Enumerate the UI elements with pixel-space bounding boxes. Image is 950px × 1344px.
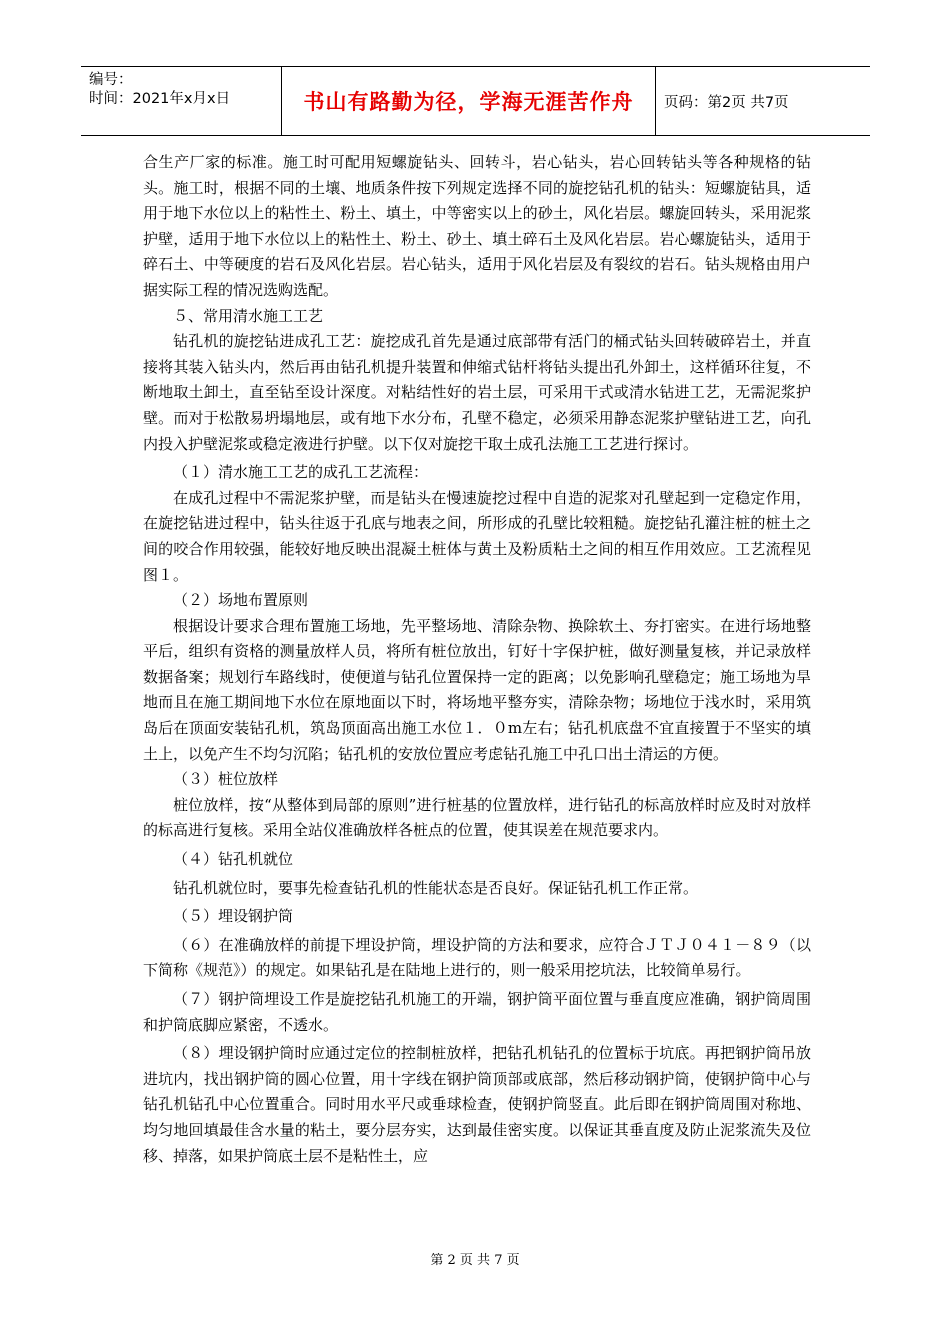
subsection-heading: （１）清水施工工艺的成孔工艺流程：: [173, 463, 429, 482]
paragraph: 在成孔过程中不需泥浆护壁，而是钻头在慢速旋挖过程中自造的泥浆对孔壁起到一定稳定作用，在旋挖钻进过程中，钻头往返于孔底与地表之间，所形成的孔壁比较粗糙。旋挖钻孔灌注桩的桩土之间的咬合作用较强，能较好地反映出混凝土桩体与黄土及粉质粘土之间的相互作用效应。工艺流程见图１。: [143, 488, 811, 584]
subsection-heading: （４）钻孔机就位: [173, 850, 294, 869]
header-motto: 书山有路勤为径，学海无涯苦作舟: [282, 67, 656, 135]
paragraph: （６）在准确放样的前提下埋设护筒，埋设护筒的方法和要求，应符合ＪＴＪ０４１－８９（以下简称《规范》）的规定。如果钻孔是在陆地上进行的，则一般采用挖坑法，比较简单易行。: [143, 935, 811, 980]
paragraph: （７）钢护筒埋设工作是旋挖钻孔机施工的开端，钢护筒平面位置与垂直度应准确，钢护筒周围和护筒底脚应紧密，不透水。: [143, 990, 811, 1034]
serial-label: 编号：: [89, 72, 133, 88]
subsection-heading: （３）桩位放样: [173, 770, 279, 789]
paragraph: 钻孔机的旋挖钻进成孔工艺：旋挖成孔首先是通过底部带有活门的桶式钻头回转破碎岩土，并直接将其装入钻头内，然后再由钻孔机提升装置和伸缩式钻杆将钻头提出孔外卸土，这样循环往复，不断地取土卸土，直至钻至设计深度。对粘结性好的岩土层，可采用干式或清水钻进工艺，无需泥浆护壁。而对于松散易坍塌地层，或有地下水分布，孔壁不稳定，必须采用静态泥浆护壁钻进工艺，向孔内投入护壁泥浆或稳定液进行护壁。以下仅对旋挖干取土成孔法施工工艺进行探讨。: [143, 332, 811, 453]
subsection-heading: （２）场地布置原则: [173, 591, 309, 610]
time-label: 时间：2021年x月x日: [89, 91, 231, 107]
page-header: [81, 66, 870, 136]
paragraph: 桩位放样，按“从整体到局部的原则”进行桩基的位置放样，进行钻孔的标高放样时应及时对放样的标高进行复核。采用全站仪准确放样各桩点的位置，使其误差在规范要求内。: [143, 795, 811, 840]
section-heading: ５、常用清水施工工艺: [173, 306, 324, 325]
paragraph: （８）埋设钢护筒时应通过定位的控制桩放样，把钻孔机钻孔的位置标于坑底。再把钢护筒吊放进坑内，找出钢护筒的圆心位置，用十字线在钢护筒顶部或底部，然后移动钢护筒，使钢护筒中心与钻孔机钻孔中心位置重合。同时用水平尺或垂球检查，使钢护筒竖直。此后即在钢护筒周围对称地、均匀地回填最佳含水量的粘土，要分层夯实，达到最佳密实度。以保证其垂直度及防止泥浆流失及位移、掉落，如果护筒底土层不是粘性土，应: [143, 1044, 811, 1165]
document-body: [143, 150, 811, 1169]
page-footer: 第 2 页 共 7 页: [430, 1253, 520, 1268]
header-meta: [81, 67, 282, 135]
subsection-heading: （５）埋设钢护筒: [173, 907, 294, 926]
paragraph: 合生产厂家的标准。施工时可配用短螺旋钻头、回转斗，岩心钻头，岩心回转钻头等各种规格的钻头。施工时，根据不同的土壤、地质条件按下列规定选择不同的旋挖钻孔机的钻头：短螺旋钻具，适用于地下水位以上的粘性土、粉土、填土，中等密实以上的砂土，风化岩层。螺旋回转头，采用泥浆护壁，适用于地下水位以上的粘性土、粉土、砂土、填土碎石土及风化岩层。岩心螺旋钻头，适用于碎石土、中等硬度的岩石及风化岩层。岩心钻头，适用于风化岩层及有裂纹的岩石。钻头规格由用户据实际工程的情况选购选配。: [143, 153, 811, 299]
paragraph: 钻孔机就位时，要事先检查钻孔机的性能状态是否良好。保证钻孔机工作正常。: [173, 878, 699, 897]
paragraph: 根据设计要求合理布置施工场地，先平整场地、清除杂物、换除软土、夯打密实。在进行场地整平后，组织有资格的测量放样人员，将所有桩位放出，钉好十字保护桩，做好测量复核，并记录放样数据备案；规划行车路线时，使便道与钻孔位置保持一定的距离；以免影响孔壁稳定；施工场地为旱地而且在施工期间地下水位在原地面以下时，将场地平整夯实，清除杂物；场地位于浅水时，采用筑岛后在顶面安装钻孔机，筑岛顶面高出施工水位１．０m左右；钻孔机底盘不宜直接置于不坚实的填土上，以免产生不均匀沉陷；钻孔机的安放位置应考虑钻孔施工中孔口出土清运的方便。: [143, 616, 811, 763]
header-page-label: 页码：第2页 共7页: [664, 94, 789, 111]
